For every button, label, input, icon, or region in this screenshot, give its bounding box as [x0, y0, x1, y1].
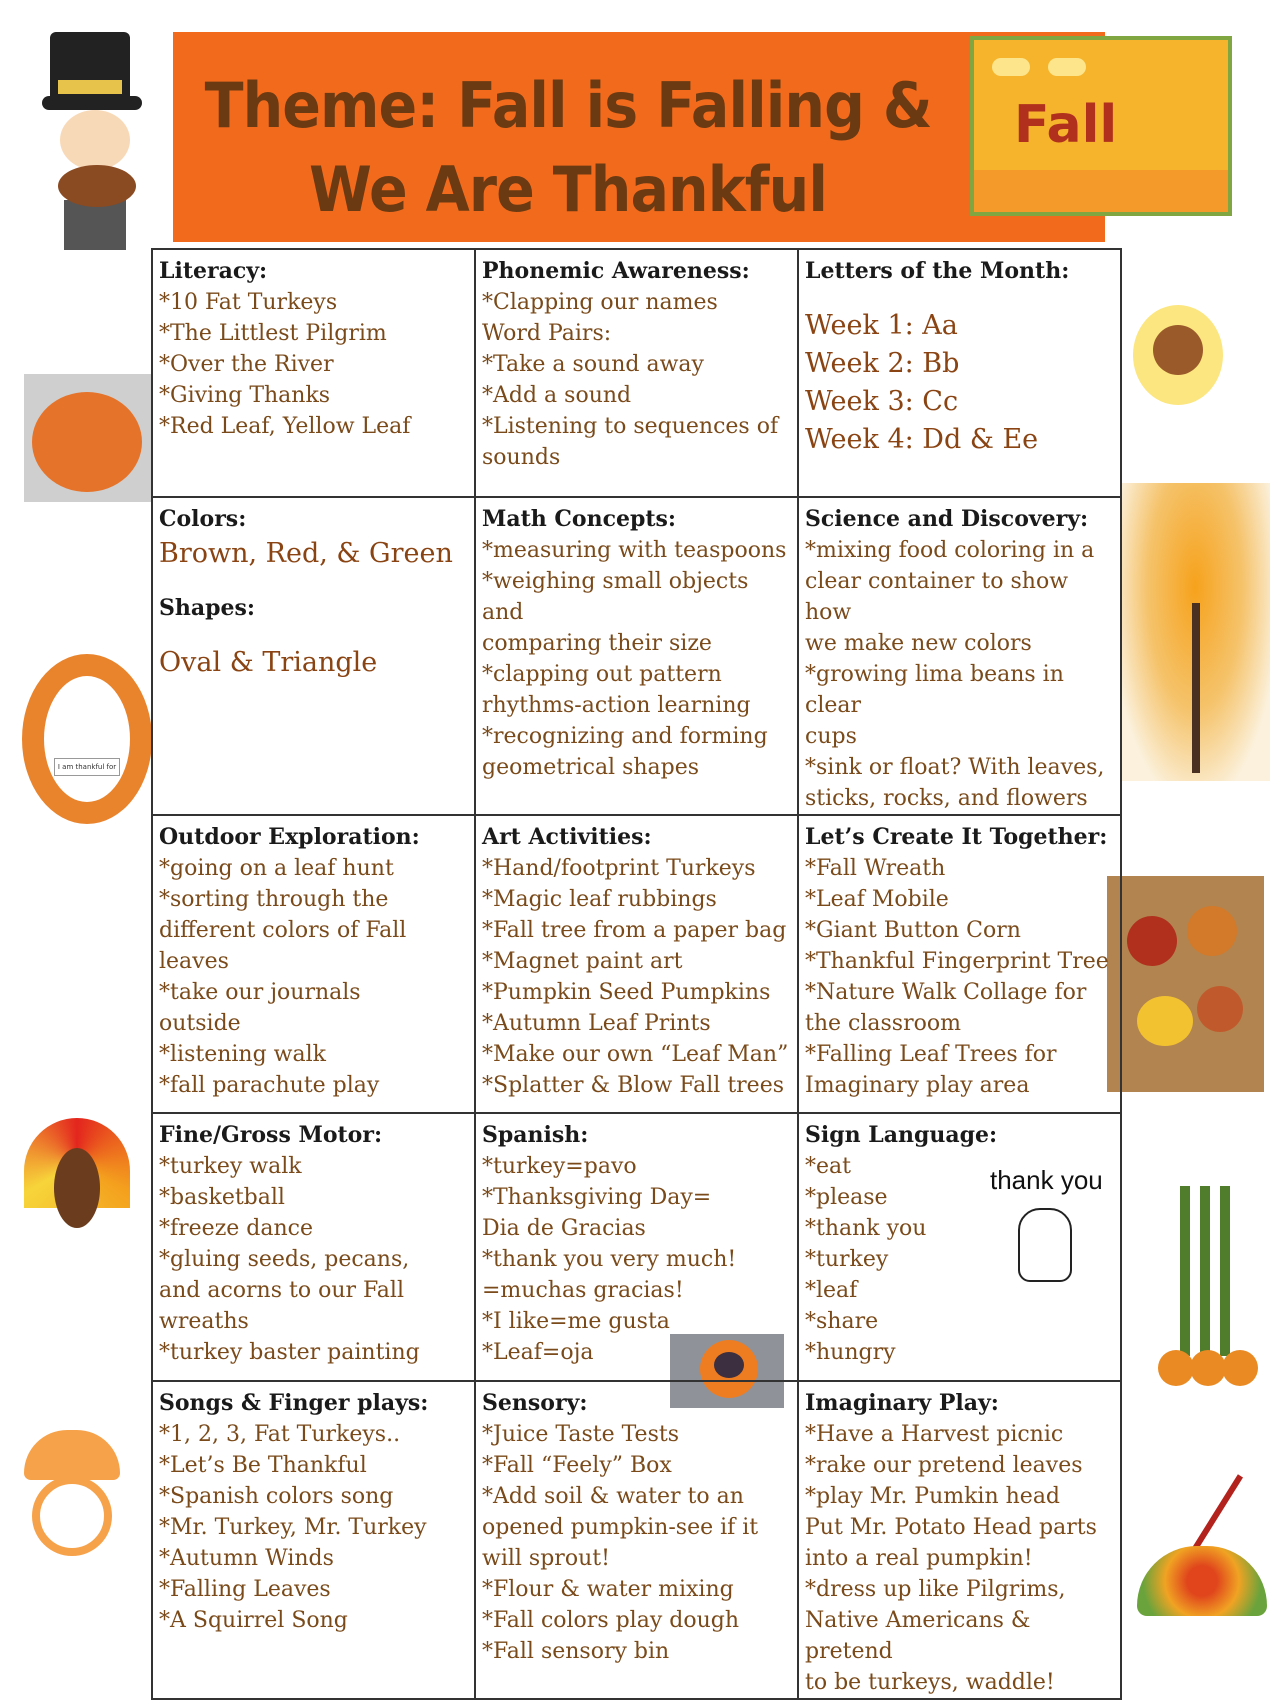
cell-songs-finger-plays [152, 1381, 475, 1699]
list-item: *Thanksgiving Day= [482, 1185, 712, 1210]
list-item: *freeze dance [159, 1216, 314, 1241]
list-item: *Make our own “Leaf Man” [482, 1042, 789, 1067]
list-item: *weighing small objects and [482, 569, 749, 625]
handprint-turkey-icon [1133, 305, 1223, 405]
cell-heading: Literacy: [159, 258, 268, 284]
list-item: *Giving Thanks [159, 383, 331, 408]
cell-science-discovery [798, 497, 1121, 815]
list-item: *Autumn Leaf Prints [482, 1011, 711, 1036]
list-item: leaves [159, 949, 229, 974]
pilgrim-hat-band-icon [58, 80, 122, 94]
cell-create-together [798, 815, 1121, 1113]
list-item: sounds [482, 445, 561, 470]
acorn-character-icon [10, 1430, 134, 1580]
list-item: *leaf [805, 1278, 858, 1303]
cell-heading: Phonemic Awareness: [482, 258, 750, 284]
list-item: and acorns to our Fall [159, 1278, 404, 1303]
cell-phonemic-awareness [475, 249, 798, 497]
pilgrim-hat-brim-icon [42, 96, 142, 110]
list-item: *take our journals [159, 980, 361, 1005]
list-item: =muchas gracias! [482, 1278, 684, 1303]
cloud-icon [992, 58, 1030, 76]
list-item: Word Pairs: [482, 321, 612, 346]
list-item: *Add soil & water to an [482, 1484, 744, 1509]
theme-title-line-2: We Are Thankful [309, 153, 827, 226]
shapes-value: Oval & Triangle [159, 647, 378, 678]
wreath-note: I am thankful for [54, 758, 120, 776]
cell-literacy [152, 249, 475, 497]
list-item: *I like=me gusta [482, 1309, 670, 1334]
list-item: *sorting through the [159, 887, 389, 912]
list-item: *listening walk [159, 1042, 326, 1067]
shapes-heading: Shapes: [159, 595, 256, 621]
list-item: *Fall tree from a paper bag [482, 918, 787, 943]
cell-heading: Outdoor Exploration: [159, 824, 420, 850]
pilgrim-face-icon [60, 110, 130, 170]
letter-week: Week 2: Bb [805, 348, 960, 379]
letter-week: Week 1: Aa [805, 310, 958, 341]
list-item: *Red Leaf, Yellow Leaf [159, 414, 411, 439]
splatter-tree-photo [1120, 483, 1270, 781]
list-item: *turkey walk [159, 1154, 302, 1179]
rake-leaves-icon [1137, 1466, 1267, 1616]
list-item: *Juice Taste Tests [482, 1422, 679, 1447]
pumpkin-seed-photo [24, 374, 151, 502]
list-item: *eat [805, 1154, 851, 1179]
cell-heading: Imaginary Play: [805, 1390, 999, 1416]
pilgrim-body-icon [64, 200, 126, 250]
cell-heading: Let’s Create It Together: [805, 824, 1108, 850]
list-item: *Mr. Turkey, Mr. Turkey [159, 1515, 427, 1540]
list-item: *Falling Leaf Trees for [805, 1042, 1057, 1067]
list-item: *Leaf=oja [482, 1340, 594, 1365]
cell-sensory [475, 1381, 798, 1699]
list-item: *gluing seeds, pecans, [159, 1247, 410, 1272]
list-item: *Falling Leaves [159, 1577, 331, 1602]
list-item: *Nature Walk Collage for [805, 980, 1087, 1005]
list-item: *Take a sound away [482, 352, 704, 377]
list-item: *Giant Button Corn [805, 918, 1021, 943]
cell-outdoor-exploration [152, 815, 475, 1113]
list-item: *Thankful Fingerprint Tree [805, 949, 1109, 974]
list-item: to be turkeys, waddle! [805, 1670, 1055, 1695]
cell-heading: Science and Discovery: [805, 506, 1089, 532]
list-item: *Flour & water mixing [482, 1577, 734, 1602]
cell-spanish [475, 1113, 798, 1381]
list-item: *Fall “Feely” Box [482, 1453, 672, 1478]
list-item: Imaginary play area [805, 1073, 1030, 1098]
colors-value: Brown, Red, & Green [159, 538, 453, 569]
list-item: *hungry [805, 1340, 896, 1365]
list-item: *turkey baster painting [159, 1340, 420, 1365]
list-item: *basketball [159, 1185, 285, 1210]
list-item: *Spanish colors song [159, 1484, 394, 1509]
list-item: *Clapping our names [482, 290, 718, 315]
list-item: *Add a sound [482, 383, 632, 408]
list-item: the classroom [805, 1011, 961, 1036]
list-item: *recognizing and forming [482, 724, 768, 749]
list-item: *measuring with teaspoons [482, 538, 787, 563]
list-item: *Let’s Be Thankful [159, 1453, 367, 1478]
list-item: *mixing food coloring in a [805, 538, 1095, 563]
cloud-icon [1048, 58, 1086, 76]
ground-shape [974, 170, 1228, 212]
leaves-collage-photo [1107, 876, 1264, 1092]
list-item: *Fall Wreath [805, 856, 946, 881]
sign-image-caption: thank you [990, 1165, 1103, 1195]
curriculum-grid [151, 248, 1122, 1700]
list-item: *sink or float? With leaves, [805, 755, 1105, 780]
list-item: *thank you [805, 1216, 927, 1241]
list-item: *Have a Harvest picnic [805, 1422, 1064, 1447]
cell-art-activities [475, 815, 798, 1113]
list-item: geometrical shapes [482, 755, 700, 780]
list-item: Put Mr. Potato Head parts [805, 1515, 1097, 1540]
list-item: comparing their size [482, 631, 712, 656]
cell-heading: Colors: [159, 506, 247, 532]
cell-math-concepts [475, 497, 798, 815]
list-item: *going on a leaf hunt [159, 856, 394, 881]
cell-heading: Math Concepts: [482, 506, 677, 532]
fall-tree-card-image [970, 36, 1232, 216]
list-item: *Magnet paint art [482, 949, 683, 974]
list-item: *Leaf Mobile [805, 887, 949, 912]
letter-week: Week 4: Dd & Ee [805, 424, 1039, 455]
list-item: *Fall colors play dough [482, 1608, 740, 1633]
list-item: clear container to show how [805, 569, 1069, 625]
theme-title [205, 64, 932, 232]
list-item: *Fall sensory bin [482, 1639, 670, 1664]
cell-letters-of-month [798, 249, 1121, 497]
theme-title-line-1: Theme: Fall is Falling & [204, 69, 932, 142]
list-item: rhythms-action learning [482, 693, 751, 718]
list-item: sticks, rocks, and flowers [805, 786, 1088, 811]
list-item: *Autumn Winds [159, 1546, 334, 1571]
list-item: *1, 2, 3, Fat Turkeys.. [159, 1422, 401, 1447]
list-item: *Over the River [159, 352, 334, 377]
letter-week: Week 3: Cc [805, 386, 959, 417]
cell-heading: Art Activities: [482, 824, 652, 850]
list-item: *play Mr. Pumkin head [805, 1484, 1061, 1509]
list-item: into a real pumpkin! [805, 1546, 1033, 1571]
list-item: *please [805, 1185, 888, 1210]
list-item: will sprout! [482, 1546, 610, 1571]
list-item: opened pumpkin-see if it [482, 1515, 759, 1540]
cell-fine-gross-motor [152, 1113, 475, 1381]
list-item: *clapping out pattern [482, 662, 722, 687]
cell-heading: Fine/Gross Motor: [159, 1122, 383, 1148]
list-item: we make new colors [805, 631, 1032, 656]
list-item: *A Squirrel Song [159, 1608, 348, 1633]
list-item: *10 Fat Turkeys [159, 290, 338, 315]
cell-sign-language [798, 1113, 1121, 1381]
cell-heading: Songs & Finger plays: [159, 1390, 429, 1416]
theme-banner [173, 32, 1105, 242]
roast-turkey-icon [58, 165, 136, 207]
list-item: *Magic leaf rubbings [482, 887, 717, 912]
list-item: cups [805, 724, 857, 749]
list-item: *fall parachute play [159, 1073, 380, 1098]
list-item: *Splatter & Blow Fall trees [482, 1073, 785, 1098]
list-item: *The Littlest Pilgrim [159, 321, 387, 346]
cell-heading: Spanish: [482, 1122, 589, 1148]
list-item: *Pumpkin Seed Pumpkins [482, 980, 771, 1005]
list-item: different colors of Fall [159, 918, 407, 943]
fall-card-label: Fall [1014, 95, 1118, 155]
cell-colors-shapes [152, 497, 475, 815]
thankful-wreath-icon [22, 654, 152, 824]
list-item: wreaths [159, 1309, 249, 1334]
list-item: *turkey [805, 1247, 889, 1272]
list-item: *share [805, 1309, 879, 1334]
list-item: *turkey=pavo [482, 1154, 637, 1179]
cell-heading: Sign Language: [805, 1122, 998, 1148]
list-item: Native Americans & pretend [805, 1608, 1031, 1664]
list-item: Dia de Gracias [482, 1216, 646, 1241]
cell-heading: Sensory: [482, 1390, 588, 1416]
list-item: *Listening to sequences of [482, 414, 779, 439]
list-item: *growing lima beans in clear [805, 662, 1064, 718]
list-item: *Hand/footprint Turkeys [482, 856, 756, 881]
list-item: *dress up like Pilgrims, [805, 1577, 1066, 1602]
list-item: outside [159, 1011, 241, 1036]
list-item: *rake our pretend leaves [805, 1453, 1083, 1478]
cell-imaginary-play [798, 1381, 1121, 1699]
cell-heading: Letters of the Month: [805, 258, 1070, 284]
list-item: *thank you very much! [482, 1247, 737, 1272]
turkey-icon [24, 1118, 130, 1238]
corn-stalk-pumpkins-icon [1150, 1186, 1260, 1386]
